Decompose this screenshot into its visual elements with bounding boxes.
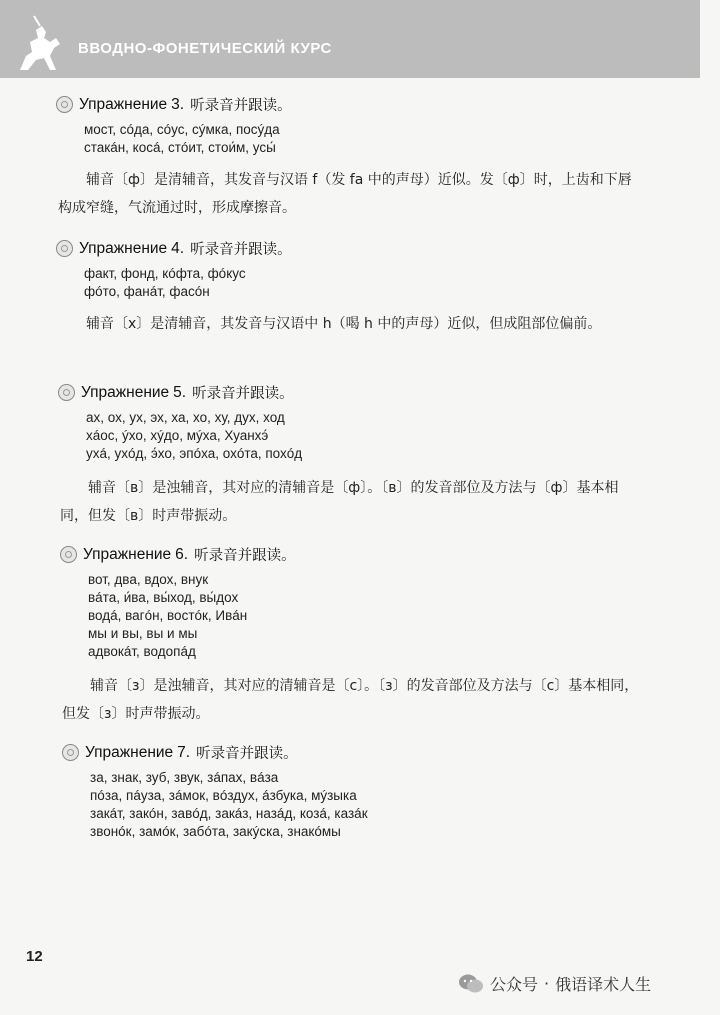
exercise-task: 听录音并跟读。 bbox=[190, 98, 292, 114]
word-line: мост, сóда, сóус, сýмка, посýда bbox=[84, 122, 280, 137]
exercise-task: 听录音并跟读。 bbox=[196, 746, 298, 762]
audio-cd-icon bbox=[58, 384, 75, 401]
word-line: ах, ох, ух, эх, ха, хо, ху, дух, ход bbox=[86, 410, 285, 425]
word-list bbox=[90, 769, 720, 841]
audio-cd-icon bbox=[60, 546, 77, 563]
chapter-title: ВВОДНО-ФОНЕТИЧЕСКИЙ КУРС bbox=[78, 40, 332, 57]
audio-cd-icon bbox=[62, 744, 79, 761]
word-line: хáос, ýхо, хýдо, мýха, Хуанхэ́ bbox=[86, 428, 269, 443]
word-line: закáт, закóн, завóд, закáз, назáд, козá, казáк bbox=[90, 806, 368, 821]
exercise-label: Упражнение bbox=[81, 383, 170, 401]
word-line: мы и вы, вы и мы bbox=[88, 626, 198, 641]
exercise-label: Упражнение bbox=[79, 239, 168, 257]
watermark-prefix: 公众号 bbox=[490, 975, 539, 994]
chapter-header bbox=[0, 0, 700, 78]
wechat-icon bbox=[458, 973, 484, 995]
word-line: вот, два, вдох, внук bbox=[88, 572, 209, 587]
exercise-number: 6. bbox=[175, 545, 189, 563]
word-line: стакáн, косá, стóит, стои́м, усы́ bbox=[84, 140, 276, 155]
word-list bbox=[88, 571, 720, 661]
word-line: адвокáт, водопáд bbox=[88, 644, 196, 659]
horse-rider-logo-icon bbox=[10, 12, 74, 76]
word-line: пóза, пáуза, зáмок, вóздух, áзбука, мýзыка bbox=[90, 788, 357, 803]
word-line: звонóк, замóк, забóта, закýска, знакóмы bbox=[90, 824, 341, 839]
exercise-4 bbox=[0, 238, 720, 301]
word-line: водá, вагóн, востóк, Ивáн bbox=[88, 608, 248, 623]
exercise-number: 4. bbox=[171, 239, 185, 257]
page-number: 12 bbox=[26, 948, 43, 965]
word-line: факт, фонд, кóфта, фóкус bbox=[84, 266, 246, 281]
word-line: вáта, и́ва, вы́ход, вы́дох bbox=[88, 590, 239, 605]
audio-cd-icon bbox=[56, 96, 73, 113]
exercise-3 bbox=[0, 94, 720, 157]
explanation-paragraph: 辅音〔з〕是浊辅音，其对应的清辅音是〔с〕。〔з〕的发音部位及方法与〔с〕基本相同，但发〔з〕时声带振动。 bbox=[62, 678, 639, 722]
word-line: фóто, фанáт, фасóн bbox=[84, 284, 210, 299]
exercise-7 bbox=[0, 742, 720, 841]
explanation-paragraph: 辅音〔ф〕是清辅音，其发音与汉语 f（发 fa 中的声母）近似。发〔ф〕时，上齿和下唇构成窄缝，气流通过时，形成摩擦音。 bbox=[58, 172, 632, 216]
exercise-number: 5. bbox=[173, 383, 187, 401]
exercise-5 bbox=[0, 382, 720, 463]
exercise-label: Упражнение bbox=[83, 545, 172, 563]
watermark bbox=[458, 972, 651, 995]
explanation-paragraph: 辅音〔в〕是浊辅音，其对应的清辅音是〔ф〕。〔в〕的发音部位及方法与〔ф〕基本相同，但发〔в〕时声带振动。 bbox=[60, 480, 619, 524]
word-list bbox=[84, 121, 720, 157]
exercise-number: 7. bbox=[177, 743, 191, 761]
exercise-label: Упражнение bbox=[85, 743, 174, 761]
word-line: за, знак, зуб, звук, зáпах, вáза bbox=[90, 770, 279, 785]
word-list bbox=[86, 409, 720, 463]
exercise-label: Упражнение bbox=[79, 95, 168, 113]
exercise-6 bbox=[0, 544, 720, 661]
exercise-task: 听录音并跟读。 bbox=[190, 242, 292, 258]
exercise-task: 听录音并跟读。 bbox=[192, 386, 294, 402]
explanation-paragraph: 辅音〔х〕是清辅音，其发音与汉语中 h（喝 h 中的声母）近似，但成阻部位偏前。 bbox=[86, 316, 602, 332]
watermark-name: 俄语译术人生 bbox=[555, 975, 652, 994]
exercise-task: 听录音并跟读。 bbox=[194, 548, 296, 564]
exercise-number: 3. bbox=[171, 95, 185, 113]
audio-cd-icon bbox=[56, 240, 73, 257]
word-line: ухá, ухóд, э́хо, эпóха, охóта, похóд bbox=[86, 446, 303, 461]
watermark-dot: · bbox=[544, 974, 550, 993]
word-list bbox=[84, 265, 720, 301]
